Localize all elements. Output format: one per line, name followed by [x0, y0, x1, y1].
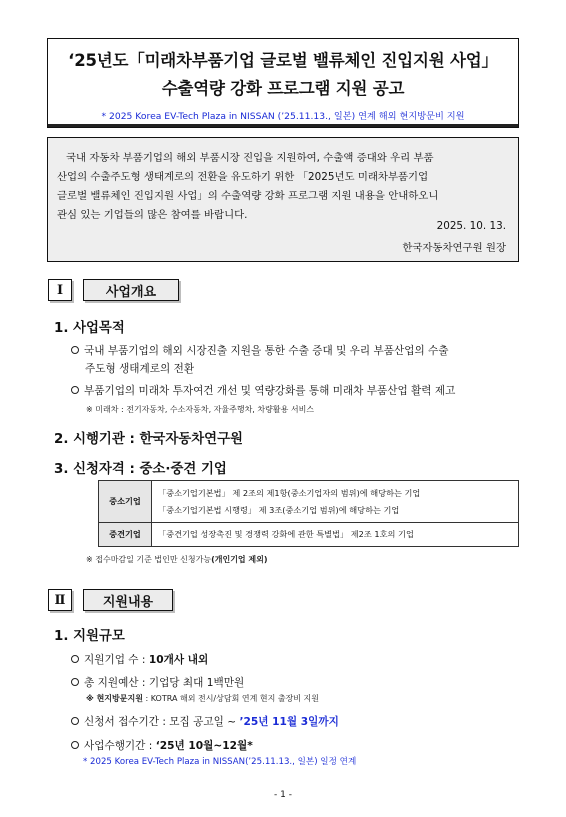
scale-bullet-1	[71, 652, 208, 667]
circle-bullet-icon	[71, 386, 79, 394]
eligibility-note-text: ※ 접수마감일 기준 법인만 신청가능	[86, 555, 212, 564]
scale-heading: 1. 지원규모	[54, 629, 125, 644]
section-2-title: 지원내용	[83, 589, 173, 611]
eligibility-table	[98, 480, 519, 547]
scale-bullet-1-text: 지원기업 수 :	[84, 654, 149, 666]
scale-bullet-3-text: 신청서 접수기간 : 모집 공고일 ~	[84, 716, 240, 728]
title-note: * 2025 Korea EV-Tech Plaza in NISSAN (’25.11.13., 일본) 연계 해외 현지방문비 지원	[101, 111, 465, 122]
sme-criteria	[152, 481, 519, 523]
section-1-number: I	[48, 279, 72, 301]
scale-bullet-2-note-text: : KOTRA 해외 전시/상담회 연계 현지 출장비 지원	[142, 694, 320, 703]
purpose-note: ※ 미래차 : 전기자동차, 수소자동차, 자율주행차, 차량활용 서비스	[86, 405, 315, 414]
section-1-title: 사업개요	[83, 279, 179, 301]
purpose-bullet-2	[71, 383, 455, 398]
title-line-1: ‘25년도「미래차부품기업 글로벌 밸류체인 진입지원 사업」	[68, 51, 498, 70]
circle-bullet-icon	[71, 717, 79, 725]
eligibility-note	[86, 554, 268, 565]
table-row	[99, 523, 519, 547]
intro-line-2: 산업의 수출주도형 생태계로의 전환을 유도하기 위한 「2025년도 미래차부품기업	[57, 171, 429, 183]
purpose-bullet-1-cont: 주도형 생태계로의 전환	[85, 363, 195, 375]
scale-bullet-4	[71, 738, 253, 753]
scale-bullet-2-text: 총 지원예산 : 기업당 최대 1백만원	[84, 677, 245, 689]
purpose-heading: 1. 사업목적	[54, 321, 125, 336]
section-2-number: Ⅱ	[48, 589, 72, 611]
purpose-bullet-2-text: 부품기업의 미래차 투자여건 개선 및 역량강화를 통해 미래차 부품산업 활력 제고	[84, 385, 456, 397]
circle-bullet-icon	[71, 741, 79, 749]
title-line-2: 수출역량 강화 프로그램 지원 공고	[161, 79, 405, 98]
table-row	[99, 481, 519, 523]
sme-criteria-1: 「중소기업기본법」 제 2조의 제1항(중소기업자의 범위)에 해당하는 기업	[158, 487, 421, 498]
scale-bullet-2-note-bold: ※ 현지방문지원	[86, 694, 143, 703]
eligibility-heading: 3. 신청자격 : 중소·중견 기업	[54, 462, 227, 477]
intro-line-3: 글로벌 밸류체인 진입지원 사업」의 수출역량 강화 프로그램 지원 내용을 안내하오니	[57, 190, 439, 202]
circle-bullet-icon	[71, 655, 79, 663]
agency-heading: 2. 시행기관 : 한국자동차연구원	[54, 432, 243, 447]
scale-bullet-4-note: * 2025 Korea EV-Tech Plaza in NISSAN(’25.11.13., 일본) 일정 연계	[83, 757, 357, 767]
intro-signature: 한국자동차연구원 원장	[402, 242, 506, 254]
scale-bullet-3	[71, 714, 339, 729]
page-number: - 1 -	[274, 790, 292, 800]
sme-label: 중소기업	[99, 481, 152, 523]
circle-bullet-icon	[71, 678, 79, 686]
scale-bullet-3-deadline: ’25년 11월 3일까지	[239, 716, 339, 728]
eligibility-note-bold: (개인기업 제외)	[211, 555, 268, 564]
announcement-title-box	[47, 38, 519, 128]
circle-bullet-icon	[71, 346, 79, 354]
midsize-label: 중견기업	[99, 523, 152, 547]
scale-bullet-4-text: 사업수행기간 :	[84, 740, 156, 752]
purpose-bullet-1	[71, 343, 449, 358]
intro-line-4: 관심 있는 기업들의 많은 참여를 바랍니다.	[57, 209, 248, 221]
scale-bullet-4-bold: ‘25년 10월~12월*	[155, 740, 253, 752]
intro-line-1: 국내 자동차 부품기업의 해외 부품시장 진입을 지원하여, 수출액 증대와 우리 부품	[66, 152, 434, 164]
scale-bullet-2-note	[86, 693, 319, 704]
scale-bullet-2	[71, 675, 244, 690]
sme-criteria-2: 「중소기업기본법 시행령」 제 3조(중소기업 범위)에 해당하는 기업	[158, 504, 400, 515]
midsize-criteria: 「중견기업 성장촉진 및 경쟁력 강화에 관한 특별법」 제2조 1호의 기업	[152, 523, 519, 547]
title-bottom-rule	[48, 124, 518, 127]
intro-box	[47, 137, 519, 262]
intro-date: 2025. 10. 13.	[436, 220, 506, 232]
scale-bullet-1-bold: 10개사 내외	[148, 654, 209, 666]
purpose-bullet-1-text: 국내 부품기업의 해외 시장진출 지원을 통한 수출 증대 및 우리 부품산업의 수출	[84, 345, 449, 357]
